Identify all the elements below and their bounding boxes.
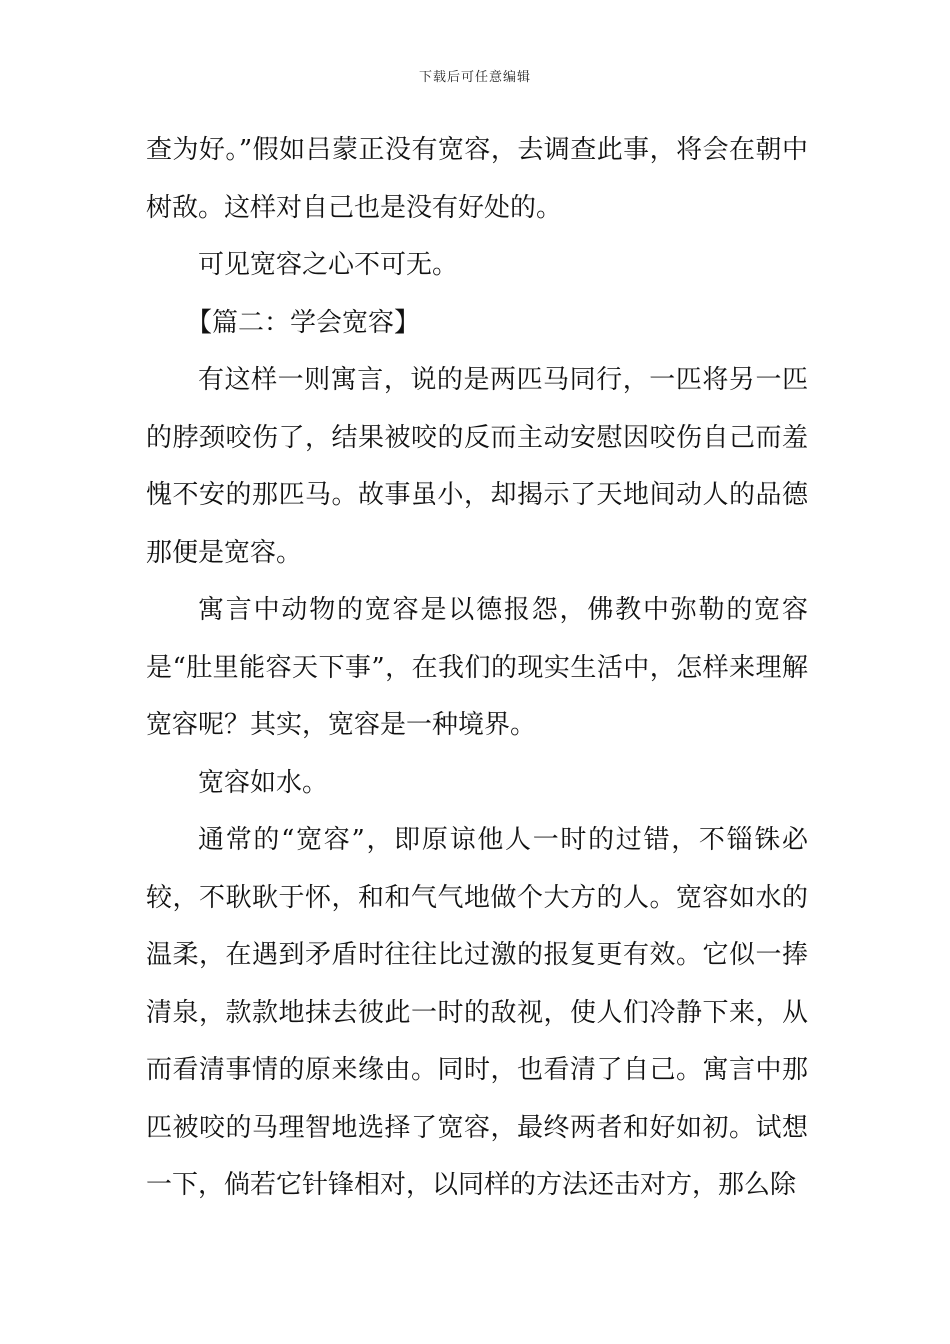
page-header: 下载后可任意编辑 (418, 70, 531, 85)
section-heading: 【篇二：学会宽容】 (186, 307, 421, 338)
paragraph-continuation: 查为好。”假如吕蒙正没有宽容，去调查此事，将会在朝中树敌。这样对自己也是没有好处的。 (146, 135, 808, 223)
paragraph: 有这样一则寓言，说的是两匹马同行，一匹将另一匹的脖颈咬伤了，结果被咬的反而主动安慰因咬伤自己而羞愧不安的那匹马。故事虽小，却揭示了天地间动人的品德那便是宽容。 (146, 365, 808, 568)
paragraph: 通常的“宽容”，即原谅他人一时的过错，不锱铢必较，不耿耿于怀，和和气气地做个大方的人。宽容如水的温柔，在遇到矛盾时往往比过激的报复更有效。它似一捧清泉，款款地抹去彼此一时的敌视，使人们冷静下来，从而看清事情的原来缘由。同时，也看清了自己。寓言中那匹被咬的马理智地选择了宽容，最终两者和好如初。试想一下，倘若它针锋相对，以同样的方法还击对方，那么除 (146, 825, 808, 1200)
paragraph: 可见宽容之心不可无。 (198, 250, 459, 280)
paragraph: 宽容如水。 (198, 767, 329, 798)
paragraph: 寓言中动物的宽容是以德报怨，佛教中弥勒的宽容是“肚里能容天下事”，在我们的现实生活中，怎样来理解宽容呢？其实，宽容是一种境界。 (146, 595, 808, 740)
document-body (146, 122, 808, 1215)
